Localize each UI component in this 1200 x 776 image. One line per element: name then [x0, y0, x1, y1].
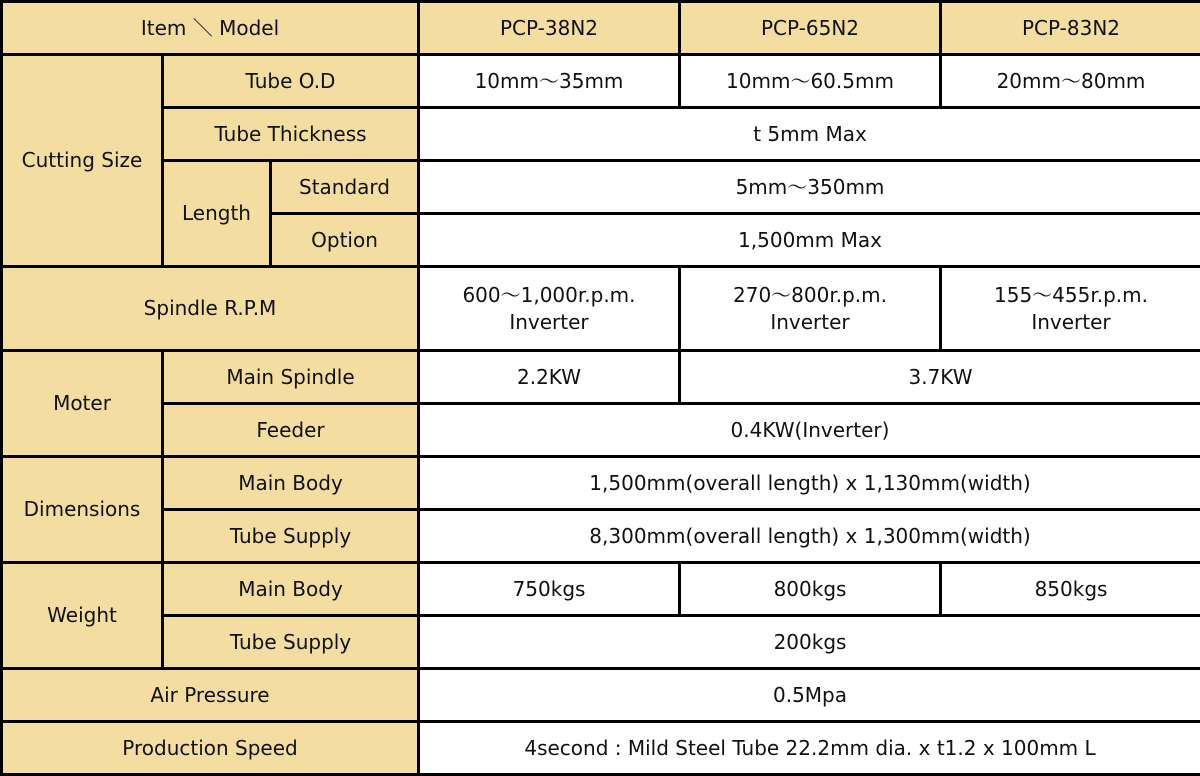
tube-thickness-value: t 5mm Max — [419, 108, 1200, 161]
tube-od-value-38: 10mm～35mm — [419, 55, 680, 108]
weight-main-body-label: Main Body — [163, 563, 419, 616]
feeder-label: Feeder — [163, 404, 419, 457]
table-row — [2, 616, 1200, 669]
spindle-rpm-value-65: 270～800r.p.m. Inverter — [680, 267, 941, 351]
dimensions-tube-supply-value: 8,300mm(overall length) x 1,300mm(width) — [419, 510, 1200, 563]
main-spindle-label: Main Spindle — [163, 351, 419, 404]
main-spindle-value-65-83: 3.7KW — [680, 351, 1200, 404]
model-header-pcp-65n2: PCP-65N2 — [680, 2, 941, 55]
table-row — [2, 669, 1200, 722]
table-row — [2, 267, 1200, 351]
dimensions-main-body-label: Main Body — [163, 457, 419, 510]
table-row — [2, 457, 1200, 510]
table-row — [2, 161, 1200, 214]
air-pressure-label: Air Pressure — [2, 669, 419, 722]
table-row — [2, 722, 1200, 775]
table-row — [2, 510, 1200, 563]
weight-tube-supply-value: 200kgs — [419, 616, 1200, 669]
air-pressure-value: 0.5Mpa — [419, 669, 1200, 722]
weight-main-body-value-38: 750kgs — [419, 563, 680, 616]
spindle-rpm-value-83: 155～455r.p.m. Inverter — [941, 267, 1200, 351]
tube-od-value-83: 20mm～80mm — [941, 55, 1200, 108]
length-standard-value: 5mm～350mm — [419, 161, 1200, 214]
tube-od-label: Tube O.D — [163, 55, 419, 108]
length-option-value: 1,500mm Max — [419, 214, 1200, 267]
weight-main-body-value-65: 800kgs — [680, 563, 941, 616]
spindle-rpm-value-38: 600～1,000r.p.m. Inverter — [419, 267, 680, 351]
weight-tube-supply-label: Tube Supply — [163, 616, 419, 669]
weight-main-body-value-83: 850kgs — [941, 563, 1200, 616]
model-header-pcp-83n2: PCP-83N2 — [941, 2, 1200, 55]
production-speed-value: 4second : Mild Steel Tube 22.2mm dia. x t1.2 x 100mm L — [419, 722, 1200, 775]
header-row — [2, 2, 1200, 55]
table-row — [2, 351, 1200, 404]
moter-label: Moter — [2, 351, 163, 457]
table-row — [2, 108, 1200, 161]
spindle-rpm-label: Spindle R.P.M — [2, 267, 419, 351]
weight-label: Weight — [2, 563, 163, 669]
dimensions-label: Dimensions — [2, 457, 163, 563]
length-label: Length — [163, 161, 271, 267]
length-option-label: Option — [271, 214, 419, 267]
main-spindle-value-38: 2.2KW — [419, 351, 680, 404]
cutting-size-label: Cutting Size — [2, 55, 163, 267]
tube-od-value-65: 10mm～60.5mm — [680, 55, 941, 108]
table-row — [2, 563, 1200, 616]
table-row — [2, 404, 1200, 457]
table-row — [2, 55, 1200, 108]
production-speed-label: Production Speed — [2, 722, 419, 775]
tube-thickness-label: Tube Thickness — [163, 108, 419, 161]
item-model-header: Item ＼ Model — [2, 2, 419, 55]
dimensions-tube-supply-label: Tube Supply — [163, 510, 419, 563]
feeder-value: 0.4KW(Inverter) — [419, 404, 1200, 457]
length-standard-label: Standard — [271, 161, 419, 214]
model-header-pcp-38n2: PCP-38N2 — [419, 2, 680, 55]
dimensions-main-body-value: 1,500mm(overall length) x 1,130mm(width) — [419, 457, 1200, 510]
